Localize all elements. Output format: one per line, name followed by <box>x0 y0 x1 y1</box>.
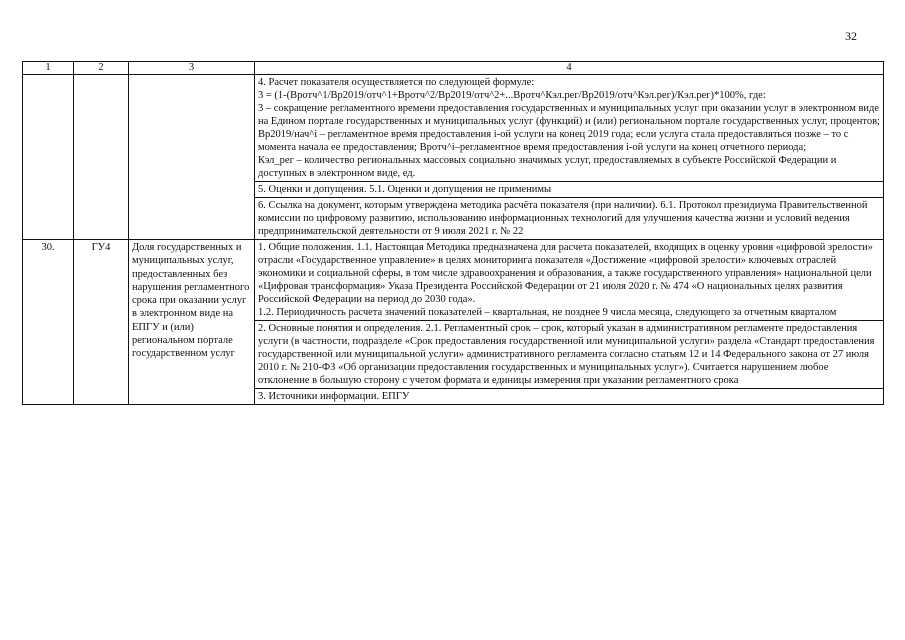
methodology-section: 5. Оценки и допущения. 5.1. Оценки и допущения не применимы <box>255 182 884 198</box>
methodology-section: 2. Основные понятия и определения. 2.1. Регламентный срок – срок, который указан в административном регламенте предоставления услуги (в частности, подразделе «Срок предоставления государственной или муниципальной услуги» раздела «Стандарт предоставления государственной или муниципальной услуги» административного регламента согласно статьям 12 и 14 Федерального закона от 27 июля 2010 г. № 210-ФЗ «Об организации предоставления государственных и муниципальных услуг»). Считается нарушением любое отклонение в большую сторону с учетом формата и единицы измерения при указании регламентного срока <box>255 321 884 389</box>
methodology-section: 1. Общие положения. 1.1. Настоящая Методика предназначена для расчета показателей, входящих в оценку уровня «цифровой зрелости» отрасли «Государственное управление» в целях мониторинга показателя «Достижение «цифровой зрелости» ключевых отраслей экономики и социальной сферы, в том числе здравоохранения и образования, а также государственного управления» национальной цели «Цифровая трансформация» Указа Президента Российской Федерации от 21 июля 2020 г. № 474 «О национальных целях развития Российской Федерации на период до 2030 года». 1.2. Периодичность расчета значений показателей – квартальная, не позднее 9 числа месяца, следующего за отчетным кварталом <box>255 240 884 321</box>
document-table <box>22 61 884 405</box>
indicator-name <box>129 75 255 240</box>
header-col-4: 4 <box>255 62 884 75</box>
methodology-section: 6. Ссылка на документ, которым утверждена методика расчёта показателя (при наличии). 6.1. Протокол президиума Правительственной комиссии по цифровому развитию, использованию информационных технологий для улучшения качества жизни и условий ведения предпринимательской деятельности от 9 июля 2021 г. № 22 <box>255 198 884 240</box>
row-number <box>23 75 74 240</box>
methodology-section: 4. Расчет показателя осуществляется по следующей формуле: 3 = (1-(Вротч^1/Вр2019/отч^1+Вротч^2/Вр2019/отч^2+...Вротч^Кэл.рег/Вр2019/отч^Кэл.рег)/Кэл.рег)*100%, где: 3 – сокращение регламентного времени предоставления государственных и муниципальных услуг при оказании услуг в электронном виде на Едином портале государственных и муниципальных услуг (функций) и (или) региональном портале государственных услуг, процентов; Вр2019/нач^i – регламентное время предоставления i-ой услуги на конец 2019 года; если услуга стала предоставляться позже – то с момента начала ее предоставления; Вротч^i–регламентное время предоставления i-ой услуги на конец отчетного периода; Кэл_рег – количество региональных массовых социально значимых услуг, предоставляемых в субъекте Российской Федерации и доступных в электронном виде, ед. <box>255 75 884 182</box>
table-row <box>23 75 884 182</box>
indicator-name: Доля государственных и муниципальных услуг, предоставленных без нарушения регламентного срока при оказании услуг в электронном виде на ЕПГУ и (или) региональном портале государственном услуг <box>129 240 255 405</box>
table-header-row <box>23 62 884 75</box>
page-number: 32 <box>845 29 857 43</box>
row-number: 30. <box>23 240 74 405</box>
header-col-3: 3 <box>129 62 255 75</box>
indicator-code <box>74 75 129 240</box>
table-row <box>23 240 884 321</box>
header-col-2: 2 <box>74 62 129 75</box>
methodology-section: 3. Источники информации. ЕПГУ <box>255 389 884 405</box>
header-col-1: 1 <box>23 62 74 75</box>
indicator-code: ГУ4 <box>74 240 129 405</box>
